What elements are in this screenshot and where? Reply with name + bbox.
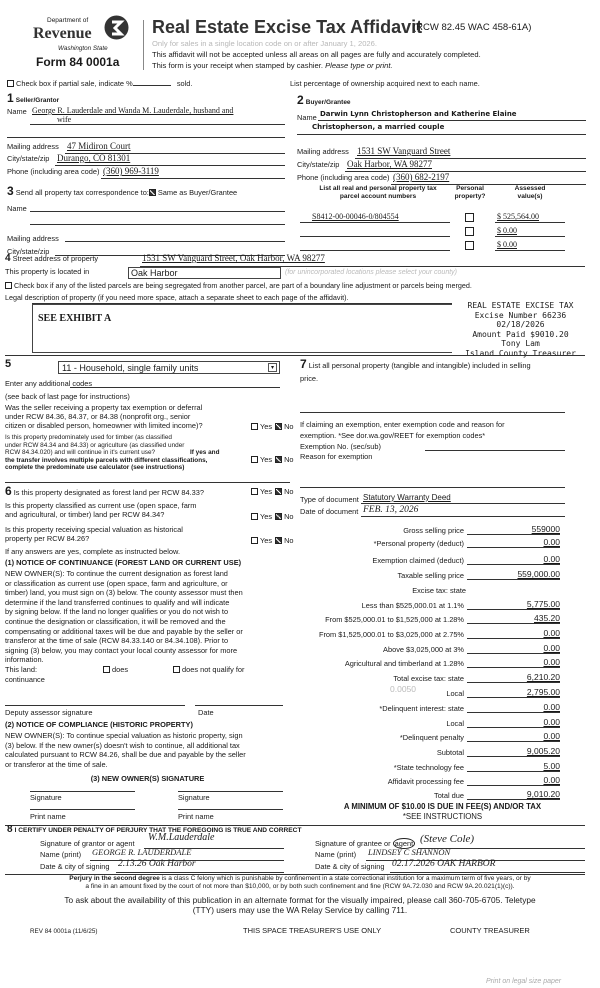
yes-checkbox[interactable] [251, 537, 258, 544]
assessed-value[interactable]: $ 0.00 [497, 240, 517, 249]
current-use-question-line: and agricultural, or timber) land per RCW 84.34? [5, 510, 165, 519]
segregate-label: Check box if any of the listed parcels are being segregated from another parcel, are part of a boundary line adjustment or parcels being merged. [14, 281, 472, 290]
accessibility-note: To ask about the availability of this publication in an alternate format for the visually impaired, please call 360-705-6705. Teletype (TTY) users may use the WA Relay Service by calling 711. [64, 895, 536, 915]
partial-percent-field[interactable] [133, 85, 171, 86]
tax-line-value[interactable]: 2,795.00 [526, 687, 560, 697]
reason-label: Reason for exemption [300, 452, 373, 461]
continuance-body-line: continue the designation or classification, it will be removed and the [5, 616, 226, 626]
minimum-due-note: A MINIMUM OF $10.00 IS DUE IN FEE(S) AND/OR TAX [343, 802, 542, 811]
tax-line-label: Local [446, 719, 464, 728]
yes-no-group [251, 487, 294, 496]
stamp-county: Island County Treasurer [465, 348, 576, 358]
doc-date[interactable]: FEB. 13, 2026 [363, 505, 419, 515]
historical-question-line: Is this property receiving special valuation as historical [5, 525, 183, 534]
type-print-note: Please type or print. [325, 61, 393, 70]
section-number: 4 [5, 253, 11, 264]
revenue-logo-text: Revenue [33, 25, 92, 42]
deputy-label: Deputy assessor signature [5, 708, 93, 717]
state-label: Washington State [58, 45, 108, 52]
stamp-treasurer: Tony Lam [501, 339, 540, 349]
section-number: 2 [297, 93, 304, 107]
tax-line-underline [467, 667, 560, 668]
buyer-name-cont[interactable]: Christopherson, a married couple [312, 123, 445, 131]
tax-line-value[interactable]: 435.20 [534, 613, 560, 623]
ownership-note: List percentage of ownership acquired next to each name. [290, 79, 480, 88]
continuance-body-line: information. [5, 655, 44, 665]
tax-line-value[interactable]: 9,010.20 [526, 789, 560, 799]
does-label: does [112, 665, 129, 674]
segregate-checkbox[interactable] [5, 282, 12, 289]
tax-line-label: From $1,525,000.01 to $3,025,000 at 2.75% [318, 630, 464, 639]
treasurer-stamp [448, 301, 593, 359]
does-not-label: does not qualify for [182, 665, 245, 674]
yes-label: Yes [260, 487, 273, 496]
tax-line-label: Agricultural and timberland at 1.28% [344, 659, 464, 668]
partial-sale-row [7, 80, 192, 89]
no-checkbox[interactable] [275, 537, 282, 544]
grantor-date-city[interactable]: 2.13.26 Oak Harbor [118, 859, 196, 869]
compliance-body-line: NEW OWNER(S): To continue special valuation as historic property, sign [5, 731, 243, 740]
grantor-signature[interactable]: W.M.Lauderdale [148, 832, 215, 843]
tax-line-underline [467, 623, 560, 624]
tax-line-value[interactable]: 0.00 [543, 702, 560, 712]
notice-compliance-title: (2) NOTICE OF COMPLIANCE (HISTORIC PROPERTY) [5, 720, 193, 729]
buyer-city-label: City/state/zip [297, 160, 340, 169]
tax-line-label: From $525,000.01 to $1,525,000 at 1.28% [325, 615, 464, 624]
additional-codes-label: Enter any additional codes [5, 379, 93, 388]
timber-question-bold: If yes and [190, 449, 220, 457]
personal-property-label: List all personal property (tangible and intangible) included in selling [308, 361, 531, 370]
tax-line-underline [467, 727, 560, 728]
buyer-phone[interactable]: (360) 682-2197 [393, 172, 450, 182]
does-qualify-checkbox[interactable] [103, 666, 110, 673]
section-number: 7 [300, 357, 307, 371]
no-checkbox[interactable] [275, 456, 282, 463]
grantee-date-label: Date & city of signing [315, 862, 385, 871]
legal-paper-note: Print on legal size paper [486, 978, 562, 985]
property-street[interactable]: 1531 SW Vanguard Street, Oak Harbor, WA 98277 [142, 253, 325, 263]
same-as-buyer-label: Same as Buyer/Grantee [157, 188, 238, 197]
tax-line-value[interactable]: 5.00 [543, 761, 560, 771]
tax-line-underline [467, 547, 560, 548]
tax-line-underline [467, 697, 560, 698]
if-any-note: If any answers are yes, complete as instructed below. [5, 547, 180, 556]
seller-name[interactable]: George R. Lauderdale and Wanda M. Lauderdale, husband and [32, 106, 234, 115]
compliance-body-line: calculated pursuant to RCW 84.26, shall be due and payable by the seller [5, 750, 246, 760]
tax-line-value[interactable]: 0.00 [543, 775, 560, 785]
stamp-title: REAL ESTATE EXCISE TAX [467, 301, 574, 310]
tax-line-underline [467, 653, 560, 654]
personal-property-checkbox[interactable] [465, 227, 474, 236]
only-for-note: Only for sales in a single location code on or after January 1, 2026. [152, 39, 377, 48]
value-underline [495, 236, 565, 237]
buyer-mailing-label: Mailing address [297, 147, 349, 156]
assessed-header: Assessed value(s) [514, 185, 546, 200]
perjury-note: Perjury in the second degree is a class C felony which is punishable by confinement in a state correctional institution for a maximum term of five years, or by a fine in an amount fixed by the court of not more than $10,000, or by both such confinement and fine (RCW 9A.72.030 and RCW 9A.20.021(1)(c)). [69, 875, 531, 890]
tax-line-value[interactable]: 5,775.00 [526, 599, 560, 609]
signature-label: Signature [30, 793, 62, 802]
tax-line-underline [467, 682, 560, 683]
grantee-name-label: Name (print) [315, 850, 357, 859]
agent-circled: agent [394, 839, 414, 848]
section-number: 3 [7, 184, 14, 198]
tax-line-label: Total due [434, 791, 464, 800]
excise-state-label: Excise tax: state [412, 586, 466, 595]
yes-label: Yes [260, 422, 273, 431]
tax-line-value[interactable]: 559,000.00 [517, 569, 560, 579]
exemption-note-1: If claiming an exemption, enter exemption code and reason for [300, 420, 505, 429]
sec3-city-label: City/state/zip [7, 247, 50, 256]
timber-question-bold: complete the predominate use calculator (see instructions) [5, 464, 185, 472]
certify-title: I CERTIFY UNDER PENALTY OF PERJURY THAT THE FOREGOING IS TRUE AND CORRECT [14, 827, 302, 834]
located-hint: (for unincorporated locations please select your county) [285, 269, 457, 276]
seller-heading: Seller/Grantor [15, 97, 60, 104]
receipt-note [152, 62, 393, 71]
header-divider [143, 20, 144, 70]
tax-line-value[interactable]: 559000 [531, 524, 560, 534]
yes-checkbox[interactable] [251, 456, 258, 463]
grantee-date-city[interactable]: 02.17.2026 OAK HARBOR [392, 859, 496, 869]
tax-line-underline [467, 638, 560, 639]
located-label: This property is located in [5, 267, 90, 276]
county-treasurer-label: COUNTY TREASURER [450, 926, 530, 935]
seller-name-cont[interactable]: wife [57, 115, 72, 124]
local-rate: 0.0050 [390, 684, 416, 694]
exemption-question-line: under RCW 84.36, 84.37, or 84.38 (nonprofit org., senior [5, 412, 191, 421]
grantor-signature-label: Signature of grantor or agent [40, 839, 135, 848]
yes-no-group [251, 422, 294, 431]
print-name-label: Print name [30, 812, 66, 821]
tax-line-label: *Personal property (deduct) [373, 539, 464, 548]
tax-line-label: Exemption claimed (deduct) [372, 556, 464, 565]
continuance-body-line: timber) land, you must sign on (3) below. The county assessor must then [5, 588, 243, 598]
street-label: Street address of property [12, 254, 99, 263]
sec3-mailing-field[interactable] [65, 241, 285, 242]
yes-no-group [251, 536, 294, 545]
buyer-name[interactable]: Darwin Lynn Christopherson and Katherine Elaine [320, 110, 517, 118]
buyer-city[interactable]: Oak Harbor, WA 98277 [347, 159, 432, 169]
seller-mailing[interactable]: 47 Midiron Court [67, 141, 131, 151]
tax-line-value[interactable]: 0.00 [543, 537, 560, 547]
personal-property-checkbox[interactable] [465, 213, 474, 222]
yes-checkbox[interactable] [251, 513, 258, 520]
see-instructions-note: *SEE INSTRUCTIONS [402, 812, 483, 821]
seller-phone-label: Phone (including area code) [7, 167, 100, 176]
stamp-date: 02/18/2026 [496, 320, 545, 330]
stamp-amount: Amount Paid $9010.20 [472, 329, 569, 339]
yes-label: Yes [260, 455, 273, 464]
deputy-signature-field[interactable] [5, 705, 185, 706]
assessed-value[interactable]: $ 525,564.00 [497, 212, 539, 221]
price-label: price. [300, 374, 319, 383]
exemption-no-label: Exemption No. (sec/sub) [300, 442, 381, 451]
signature-label: Signature [178, 793, 210, 802]
tax-line-underline [467, 534, 560, 535]
no-label: No [284, 487, 294, 496]
timber-question-line: under RCW 84.34 and 84.33) or agriculture (as classified under [5, 441, 185, 449]
this-land-label: This land: [5, 665, 38, 674]
no-label: No [284, 455, 294, 464]
sold-label: sold. [176, 79, 193, 88]
parcel-underline [300, 236, 450, 237]
value-underline [495, 222, 565, 223]
parcel-header: List all real and personal property tax parcel account numbers [319, 185, 437, 200]
yes-checkbox[interactable] [251, 423, 258, 430]
doc-type[interactable]: Statutory Warranty Deed [363, 493, 451, 502]
exemption-question-line: Was the seller receiving a property tax exemption or deferral [5, 403, 203, 412]
tax-line-value[interactable]: 0.00 [543, 731, 560, 741]
tax-line-value[interactable]: 6,210.20 [526, 672, 560, 682]
tax-line-label: *State technology fee [393, 763, 464, 772]
section-number: 1 [7, 91, 14, 105]
tax-line-underline [467, 771, 560, 772]
exemption-question-line: citizen or disabled person, homeowner with limited income)? [5, 421, 203, 430]
acceptance-note: This affidavit will not be accepted unless all areas on all pages are fully and accurately completed. [152, 50, 481, 59]
section-number: 5 [5, 358, 12, 370]
land-use-select[interactable] [58, 361, 280, 374]
sec3-name-label: Name [7, 204, 27, 213]
continuance-body-line: transferor at the time of sale (RCW 84.33.140 or 84.34.108). Prior to [5, 636, 229, 646]
no-label: No [284, 512, 294, 521]
tax-line-label: Subtotal [436, 748, 464, 757]
parcel-number[interactable]: S8412-00-00046-0/804554 [312, 212, 399, 221]
revision-label: REV 84 0001a (11/6/25) [30, 928, 98, 935]
buyer-phone-label: Phone (including area code) [297, 173, 390, 182]
grantor-name[interactable]: GEORGE R. LAUDERDALE [92, 847, 192, 857]
tax-line-underline [467, 799, 560, 800]
dept-label: Department of [47, 17, 89, 24]
historical-question-line: property per RCW 84.26? [5, 534, 90, 543]
grantee-signature[interactable]: (Steve Cole) [420, 833, 475, 845]
receipt-text: This form is your receipt when stamped by cashier. [152, 61, 323, 70]
sec3-mailing-label: Mailing address [7, 234, 59, 243]
buyer-name-label: Name [297, 113, 317, 122]
dor-logo-icon [103, 14, 130, 41]
grantee-name[interactable]: LINDSEY C SHANNON [368, 847, 451, 857]
tax-line-label: Gross selling price [403, 526, 464, 535]
yes-label: Yes [260, 536, 273, 545]
doc-type-label: Type of document [300, 495, 359, 504]
current-use-question-line: Is this property classified as current use (open space, farm [5, 501, 197, 510]
deputy-date-field[interactable] [195, 705, 283, 706]
notice-continuance-title: (1) NOTICE OF CONTINUANCE (FOREST LAND OR CURRENT USE) [5, 558, 242, 567]
chevron-down-icon[interactable]: ▾ [268, 363, 277, 372]
new-owner-signature-title: (3) NEW OWNER(S) SIGNATURE [90, 774, 205, 783]
tax-line-underline [467, 785, 560, 786]
stamp-excise-number: Excise Number 66236 [474, 310, 567, 320]
buyer-heading: Buyer/Grantee [305, 99, 351, 106]
forest-land-question: Is this property designated as forest land per RCW 84.33? [13, 488, 204, 497]
no-checkbox[interactable] [275, 423, 282, 430]
tax-line-value[interactable]: 0.00 [543, 657, 560, 667]
tax-line-value[interactable]: 9,005.20 [526, 746, 560, 756]
form-number: Form 84 0001a [36, 55, 120, 69]
partial-sale-checkbox[interactable] [7, 80, 14, 87]
same-as-buyer-checkbox[interactable] [149, 189, 156, 196]
section-number: 6 [5, 484, 12, 498]
land-use-value: 11 - Household, single family units [62, 363, 199, 373]
legal-description-box[interactable] [32, 304, 452, 353]
treasurer-use-label: THIS SPACE TREASURER'S USE ONLY [243, 926, 382, 935]
tax-line-value[interactable]: 0.00 [543, 717, 560, 727]
timber-question-line: RCW 84.34.020) and will continue in it's current use? [5, 449, 156, 457]
owner-signature-field-1[interactable] [30, 791, 135, 792]
grantor-date-label: Date & city of signing [40, 862, 110, 871]
reason-field[interactable] [300, 487, 565, 488]
tax-line-label: Affidavit processing fee [387, 777, 464, 786]
date-label: Date [198, 708, 214, 717]
personal-property-field[interactable] [300, 412, 565, 413]
page-title: Real Estate Excise Tax Affidavit [152, 17, 423, 37]
tax-line-underline [467, 756, 560, 757]
parcel-underline [300, 250, 450, 251]
tax-line-underline [467, 564, 560, 565]
sec3-name-field[interactable] [30, 211, 285, 212]
tax-line-value[interactable]: 0.00 [543, 628, 560, 638]
tax-line-value[interactable]: 0.00 [543, 554, 560, 564]
tax-line-label: Above $3,025,000 at 3% [383, 645, 464, 654]
no-checkbox[interactable] [275, 488, 282, 495]
legal-description[interactable]: SEE EXHIBIT A [38, 313, 112, 324]
no-label: No [284, 536, 294, 545]
tax-line-value[interactable]: 0.00 [543, 643, 560, 653]
parcel-underline [300, 222, 450, 223]
tax-line-underline [467, 579, 560, 580]
correspondence-label: Send all property tax correspondence to: [15, 188, 149, 197]
rcw-reference: (RCW 82.45 WAC 458-61A) [413, 22, 532, 33]
tax-line-label: *Delinquent penalty [399, 733, 464, 742]
partial-sale-label: Check box if partial sale, indicate % [16, 79, 133, 88]
location-select[interactable]: Oak Harbor [128, 267, 281, 279]
yes-no-group [251, 455, 294, 464]
section-number: 8 [7, 824, 13, 835]
compliance-body-line: or transferor at the time of sale. [5, 759, 108, 769]
value-underline [495, 250, 565, 251]
legal-label: Legal description of property (if you need more space, attach a separate sheet to each page of the affidavit). [5, 293, 349, 302]
timber-question-line: Is this property predominately used for timber (as classified [5, 434, 172, 441]
does-not-qualify-checkbox[interactable] [173, 666, 180, 673]
personal-header: Personal property? [454, 185, 486, 200]
tax-line-underline [467, 712, 560, 713]
no-checkbox[interactable] [275, 513, 282, 520]
additional-codes-field[interactable] [70, 387, 280, 388]
seller-mailing-label: Mailing address [7, 142, 59, 151]
continuance-body-line: compensating or additional taxes will be due and payable by the seller or [5, 626, 243, 636]
see-back-note: (see back of last page for instructions) [5, 392, 130, 401]
yes-label: Yes [260, 512, 273, 521]
print-name-label: Print name [178, 812, 214, 821]
tax-line-label: Local [446, 689, 464, 698]
seller-city-label: City/state/zip [7, 154, 50, 163]
continuance-label: continuance [5, 675, 45, 684]
owner-signature-field-2[interactable] [178, 791, 283, 792]
personal-property-checkbox[interactable] [465, 241, 474, 250]
buyer-mailing[interactable]: 1531 SW Vanguard Street [357, 146, 451, 156]
continuance-body-line: or classification as current use (open space, farm and agriculture, or [5, 578, 228, 588]
seller-phone[interactable]: (360) 969-3119 [103, 166, 159, 176]
continuance-body-line: NEW OWNER(S): To continue the current designation as forest land [5, 569, 228, 578]
grantor-name-label: Name (print) [40, 850, 82, 859]
doc-date-label: Date of document [300, 507, 359, 516]
compliance-body-line: (3) below. If the new owner(s) doesn't wish to continue, all additional tax [5, 740, 240, 750]
tax-line-label: Total excise tax: state [393, 674, 464, 683]
exemption-note-2: exemption. *See dor.wa.gov/REET for exemption codes* [300, 431, 486, 440]
owner-print-field-1[interactable] [30, 809, 135, 810]
seller-city[interactable]: Durango, CO 81301 [57, 153, 131, 163]
grantee-signature-label: Signature of grantee or agent [315, 839, 414, 848]
owner-print-field-2[interactable] [178, 809, 283, 810]
exemption-no-field[interactable] [425, 450, 565, 451]
assessed-value[interactable]: $ 0.00 [497, 226, 517, 235]
tax-line-label: *Delinquent interest: state [379, 704, 464, 713]
no-label: No [284, 422, 294, 431]
yes-checkbox[interactable] [251, 488, 258, 495]
tax-line-underline [467, 741, 560, 742]
tax-line-label: Taxable selling price [397, 571, 464, 580]
seller-name-label: Name [7, 107, 27, 116]
tax-line-label: Less than $525,000.01 at 1.1% [361, 601, 464, 610]
yes-no-group [251, 512, 294, 521]
tax-line-underline [467, 609, 560, 610]
continuance-body-line: signing (3) below, you may contact your local county assessor for more [5, 645, 238, 655]
timber-question-bold: the transfer involves multiple parcels with different classifications, [5, 456, 208, 464]
continuance-body-line: determine if the land transferred continues to qualify and will indicate [5, 597, 230, 607]
continuance-body-line: by signing below. If the land no longer qualifies or you do not wish to [5, 607, 229, 617]
